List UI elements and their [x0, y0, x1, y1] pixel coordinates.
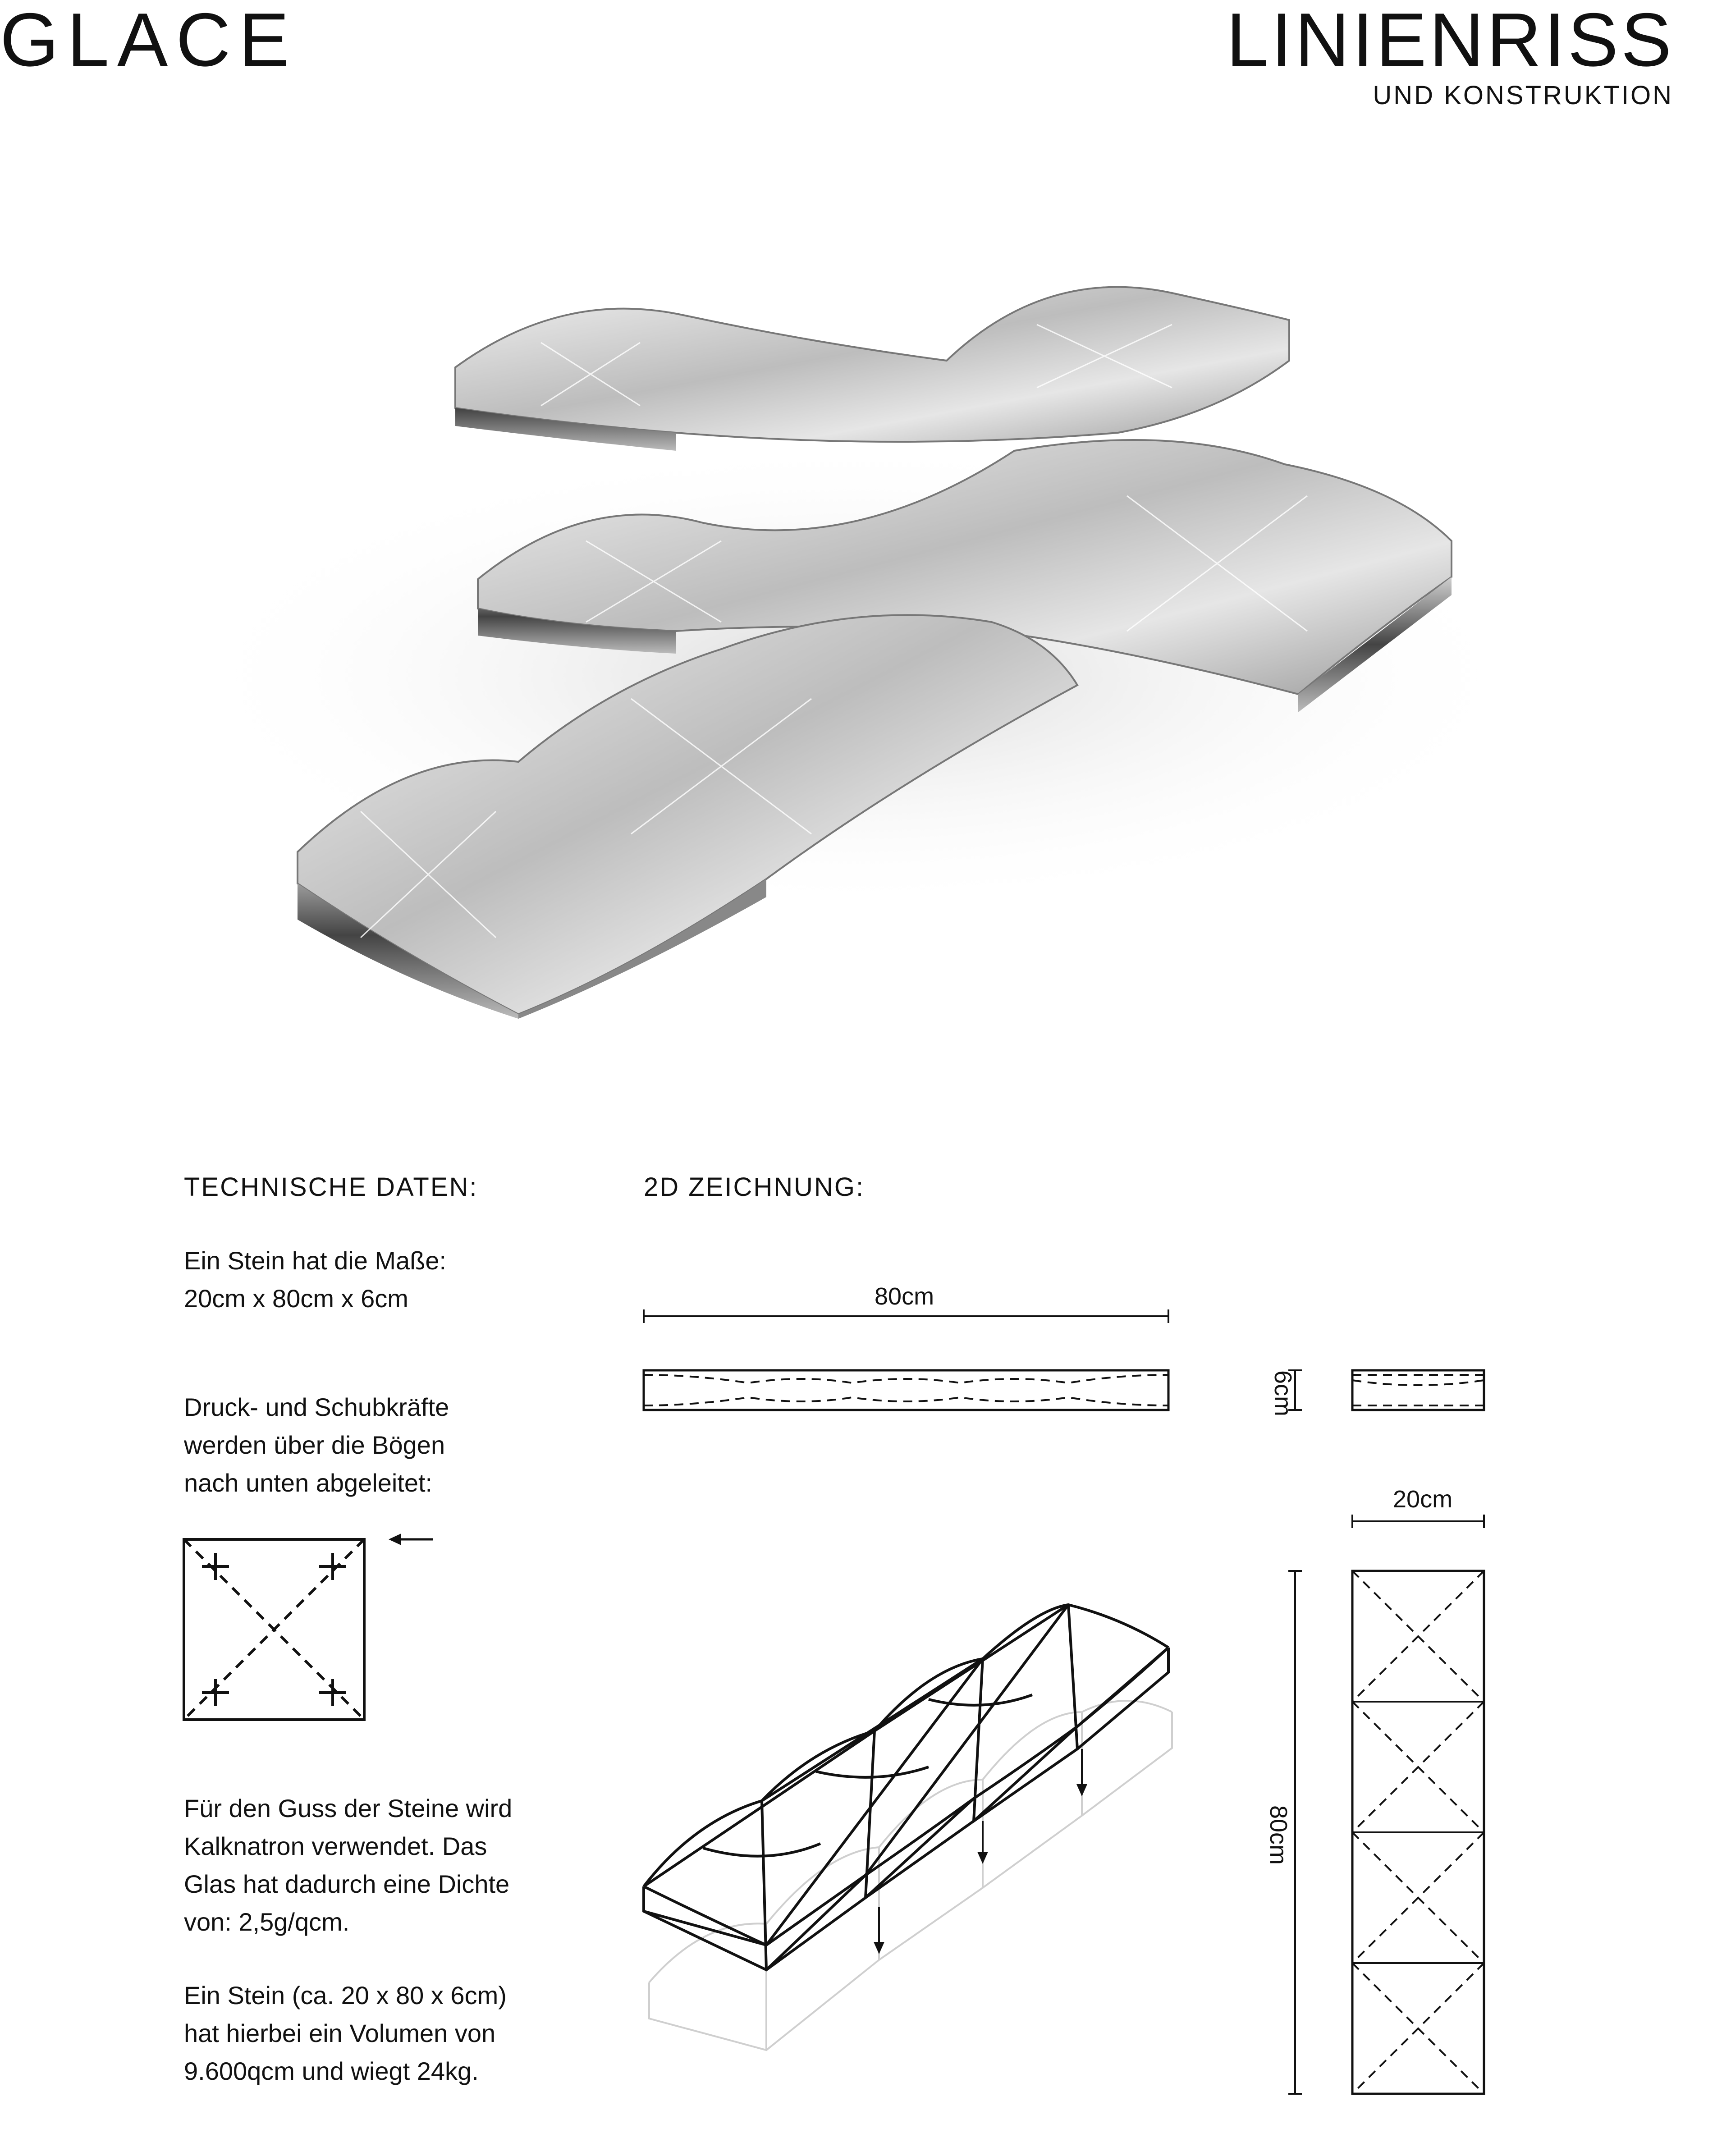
volume-text: Ein Stein (ca. 20 x 80 x 6cm) hat hierbei ein Volumen von 9.600qcm und wiegt 24kg. — [184, 1981, 507, 2085]
length-dimension-label: 80cm — [875, 1283, 934, 1310]
force-arrow-icon — [389, 1533, 433, 1545]
brand-logo: GLACE — [0, 0, 298, 82]
page-title: LINIENRISS — [1226, 0, 1674, 82]
drawing-heading: 2D ZEICHNUNG: — [644, 1172, 865, 1202]
forces-text: Druck- und Schubkräfte werden über die Bögen nach unten abgeleitet: — [184, 1393, 449, 1497]
height-dimension-label: 6cm — [1269, 1370, 1297, 1417]
tech-heading: TECHNISCHE DATEN: — [184, 1172, 478, 1202]
glass-brick-back — [455, 287, 1289, 451]
plan-length-dimension-label: 80cm — [1265, 1805, 1292, 1865]
width-dimension-label: 20cm — [1393, 1486, 1453, 1513]
isometric-wireframe — [644, 1605, 1168, 1970]
material-text: Für den Guss der Steine wird Kalknatron verwendet. Das Glas hat dadurch eine Dichte von: 2,5g/qcm. — [184, 1794, 513, 1936]
dimensions-text: Ein Stein hat die Maße: 20cm x 80cm x 6cm — [184, 1246, 447, 1313]
page-subtitle: UND KONSTRUKTION — [1373, 81, 1673, 110]
